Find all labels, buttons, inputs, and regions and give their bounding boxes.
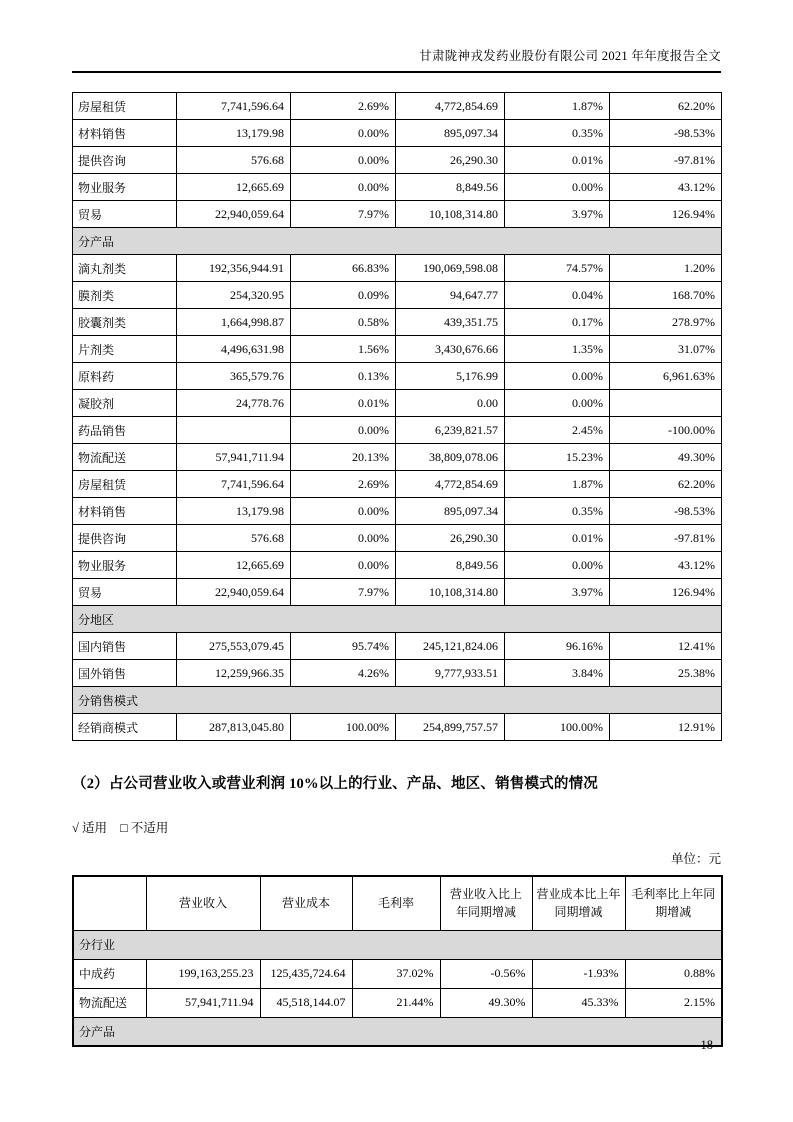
header-row [73, 876, 722, 930]
unit-label: 单位：元 [670, 852, 721, 866]
page-number: 18 [700, 1038, 713, 1052]
cell-value: 2.45% [505, 417, 610, 444]
cell-value: 287,813,045.80 [177, 714, 291, 741]
cell-value: 1.56% [291, 336, 396, 363]
cell-value: 6,961.63% [610, 363, 722, 390]
row-label: 片剂类 [73, 336, 177, 363]
row-label: 贸易 [73, 201, 177, 228]
cell-value: 22,940,059.64 [177, 201, 291, 228]
cell-value: 0.00% [505, 363, 610, 390]
table-row [73, 201, 722, 228]
row-label: 膜剂类 [73, 282, 177, 309]
major-business-table-header [73, 876, 722, 930]
cell-value: 45,518,144.07 [260, 988, 352, 1017]
cell-value: 4,772,854.69 [396, 93, 505, 120]
cell-value: 66.83% [291, 255, 396, 282]
section-label: 分地区 [73, 606, 722, 633]
table-row [73, 282, 722, 309]
cell-value: 0.00% [505, 174, 610, 201]
row-label: 物流配送 [73, 988, 146, 1017]
cell-value [610, 390, 722, 417]
table-row [73, 444, 722, 471]
table-row [73, 363, 722, 390]
table-row [73, 255, 722, 282]
table-row [73, 147, 722, 174]
table-row [73, 417, 722, 444]
row-label: 物业服务 [73, 552, 177, 579]
cell-value: 0.17% [505, 309, 610, 336]
cell-value: 0.00% [291, 120, 396, 147]
cell-value: 62.20% [610, 471, 722, 498]
cell-value: 45.33% [532, 988, 625, 1017]
cell-value: 0.00% [291, 147, 396, 174]
cell-value: 439,351.75 [396, 309, 505, 336]
section-label: 分产品 [73, 1017, 722, 1046]
cell-value: 3.97% [505, 201, 610, 228]
cell-value: 13,179.98 [177, 120, 291, 147]
cell-value: 1.20% [610, 255, 722, 282]
cell-value: 8,849.56 [396, 552, 505, 579]
cell-value: 31.07% [610, 336, 722, 363]
row-label: 经销商模式 [73, 714, 177, 741]
row-label: 国内销售 [73, 633, 177, 660]
cell-value: 199,163,255.23 [146, 959, 260, 988]
cell-value: 100.00% [291, 714, 396, 741]
header-cost: 营业成本 [260, 876, 352, 930]
cell-value: 0.01% [291, 390, 396, 417]
row-label: 物业服务 [73, 174, 177, 201]
cell-value: 74.57% [505, 255, 610, 282]
cell-value: 126.94% [610, 579, 722, 606]
row-label: 凝胶剂 [73, 390, 177, 417]
table-row [73, 988, 722, 1017]
table-row [73, 120, 722, 147]
cell-value: 15.23% [505, 444, 610, 471]
cell-value: 6,239,821.57 [396, 417, 505, 444]
report-title: 甘肃陇神戎发药业股份有限公司 2021 年年度报告全文 [419, 49, 721, 63]
section-row [73, 687, 722, 714]
cell-value: 0.01% [505, 147, 610, 174]
row-label: 材料销售 [73, 498, 177, 525]
cell-value: 100.00% [505, 714, 610, 741]
table-row [73, 552, 722, 579]
cell-value: 20.13% [291, 444, 396, 471]
cell-value: -97.81% [610, 147, 722, 174]
cell-value: 4,772,854.69 [396, 471, 505, 498]
cell-value: 3.97% [505, 579, 610, 606]
row-label: 材料销售 [73, 120, 177, 147]
applicability-line [72, 818, 721, 836]
cell-value: 62.20% [610, 93, 722, 120]
cell-value: 1.87% [505, 471, 610, 498]
cell-value: 26,290.30 [396, 525, 505, 552]
row-label: 药品销售 [73, 417, 177, 444]
cell-value: 0.00% [505, 552, 610, 579]
cell-value: 3,430,676.66 [396, 336, 505, 363]
cell-value: 37.02% [352, 959, 440, 988]
cell-value: 12.41% [610, 633, 722, 660]
row-label: 提供咨询 [73, 525, 177, 552]
cell-value: 12.91% [610, 714, 722, 741]
cell-value: 576.68 [177, 525, 291, 552]
table-row [73, 714, 722, 741]
cell-value: 22,940,059.64 [177, 579, 291, 606]
cell-value: 94,647.77 [396, 282, 505, 309]
cell-value: 0.00 [396, 390, 505, 417]
cell-value: 126.94% [610, 201, 722, 228]
cell-value: 26,290.30 [396, 147, 505, 174]
cell-value: 95.74% [291, 633, 396, 660]
cell-value: 2.69% [291, 93, 396, 120]
cell-value: -1.93% [532, 959, 625, 988]
cell-value: 192,356,944.91 [177, 255, 291, 282]
cell-value: -0.56% [440, 959, 532, 988]
cell-value: 1,664,998.87 [177, 309, 291, 336]
table-row [73, 660, 722, 687]
cell-value: 13,179.98 [177, 498, 291, 525]
row-label: 贸易 [73, 579, 177, 606]
table-row [73, 390, 722, 417]
cell-value: 24,778.76 [177, 390, 291, 417]
cell-value: 0.35% [505, 498, 610, 525]
cell-value: 96.16% [505, 633, 610, 660]
cell-value: 245,121,824.06 [396, 633, 505, 660]
header-gross-margin: 毛利率 [352, 876, 440, 930]
cell-value: 0.00% [505, 390, 610, 417]
cell-value: 0.00% [291, 552, 396, 579]
cell-value: 4,496,631.98 [177, 336, 291, 363]
table-row [73, 498, 722, 525]
cell-value: 0.00% [291, 417, 396, 444]
section-heading: （2）占公司营业收入或营业利润 10%以上的行业、产品、地区、销售模式的情况 [72, 776, 598, 792]
cell-value: 9,777,933.51 [396, 660, 505, 687]
row-label: 国外销售 [73, 660, 177, 687]
row-label: 胶囊剂类 [73, 309, 177, 336]
header-margin-yoy: 毛利率比上年同期增减 [625, 876, 722, 930]
section-label: 分行业 [73, 930, 722, 959]
major-business-table-body [73, 930, 722, 1046]
cell-value: 57,941,711.94 [177, 444, 291, 471]
cell-value: 0.00% [291, 174, 396, 201]
cell-value: 0.00% [291, 525, 396, 552]
cell-value: 49.30% [440, 988, 532, 1017]
table-row [73, 633, 722, 660]
checkbox-applicable: √ 适用 [72, 821, 107, 835]
cell-value: 3.84% [505, 660, 610, 687]
table-row [73, 579, 722, 606]
cell-value: 7,741,596.64 [177, 471, 291, 498]
cell-value: 4.26% [291, 660, 396, 687]
section-label: 分销售模式 [73, 687, 722, 714]
cell-value: 49.30% [610, 444, 722, 471]
row-label: 房屋租赁 [73, 93, 177, 120]
cell-value: 0.88% [625, 959, 722, 988]
revenue-breakdown-table [72, 92, 722, 741]
table-row [73, 174, 722, 201]
cell-value: 25.38% [610, 660, 722, 687]
cell-value: 7.97% [291, 201, 396, 228]
major-business-table [72, 875, 723, 1047]
table-row [73, 336, 722, 363]
table-row [73, 309, 722, 336]
cell-value: 576.68 [177, 147, 291, 174]
cell-value: 2.69% [291, 471, 396, 498]
row-label: 中成药 [73, 959, 146, 988]
cell-value: 57,941,711.94 [146, 988, 260, 1017]
cell-value: 895,097.34 [396, 498, 505, 525]
running-header [72, 46, 721, 73]
cell-value: 21.44% [352, 988, 440, 1017]
cell-value: 0.35% [505, 120, 610, 147]
cell-value: 10,108,314.80 [396, 201, 505, 228]
cell-value: 275,553,079.45 [177, 633, 291, 660]
row-label: 提供咨询 [73, 147, 177, 174]
cell-value: 0.13% [291, 363, 396, 390]
row-label: 房屋租赁 [73, 471, 177, 498]
cell-value: 0.58% [291, 309, 396, 336]
cell-value: 7,741,596.64 [177, 93, 291, 120]
cell-value: 2.15% [625, 988, 722, 1017]
cell-value: 278.97% [610, 309, 722, 336]
cell-value: 1.87% [505, 93, 610, 120]
cell-value: 8,849.56 [396, 174, 505, 201]
cell-value: 7.97% [291, 579, 396, 606]
cell-value: 12,259,966.35 [177, 660, 291, 687]
cell-value: 0.09% [291, 282, 396, 309]
cell-value: 38,809,078.06 [396, 444, 505, 471]
cell-value: 43.12% [610, 552, 722, 579]
table-row [73, 93, 722, 120]
cell-value: 0.01% [505, 525, 610, 552]
cell-value [177, 417, 291, 444]
header-blank [73, 876, 146, 930]
cell-value: 0.00% [291, 498, 396, 525]
cell-value: 1.35% [505, 336, 610, 363]
section-row [73, 606, 722, 633]
cell-value: 168.70% [610, 282, 722, 309]
cell-value: -98.53% [610, 498, 722, 525]
row-label: 原料药 [73, 363, 177, 390]
cell-value: 365,579.76 [177, 363, 291, 390]
header-cost-yoy: 营业成本比上年同期增减 [532, 876, 625, 930]
cell-value: 190,069,598.08 [396, 255, 505, 282]
section-row [73, 1017, 722, 1046]
cell-value: 254,320.95 [177, 282, 291, 309]
table-row [73, 471, 722, 498]
cell-value: 43.12% [610, 174, 722, 201]
checkbox-not-applicable: □ 不适用 [120, 821, 169, 835]
row-label: 滴丸剂类 [73, 255, 177, 282]
cell-value: 254,899,757.57 [396, 714, 505, 741]
page-content [72, 46, 721, 1047]
cell-value: -98.53% [610, 120, 722, 147]
row-label: 物流配送 [73, 444, 177, 471]
revenue-breakdown-table-body [73, 93, 722, 741]
section-row [73, 930, 722, 959]
header-revenue-yoy: 营业收入比上年同期增减 [440, 876, 532, 930]
section-label: 分产品 [73, 228, 722, 255]
cell-value: -97.81% [610, 525, 722, 552]
header-revenue: 营业收入 [146, 876, 260, 930]
cell-value: 0.04% [505, 282, 610, 309]
cell-value: 12,665.69 [177, 174, 291, 201]
table-row [73, 959, 722, 988]
cell-value: -100.00% [610, 417, 722, 444]
cell-value: 12,665.69 [177, 552, 291, 579]
cell-value: 5,176.99 [396, 363, 505, 390]
cell-value: 125,435,724.64 [260, 959, 352, 988]
table-row [73, 525, 722, 552]
cell-value: 895,097.34 [396, 120, 505, 147]
section-row [73, 228, 722, 255]
cell-value: 10,108,314.80 [396, 579, 505, 606]
